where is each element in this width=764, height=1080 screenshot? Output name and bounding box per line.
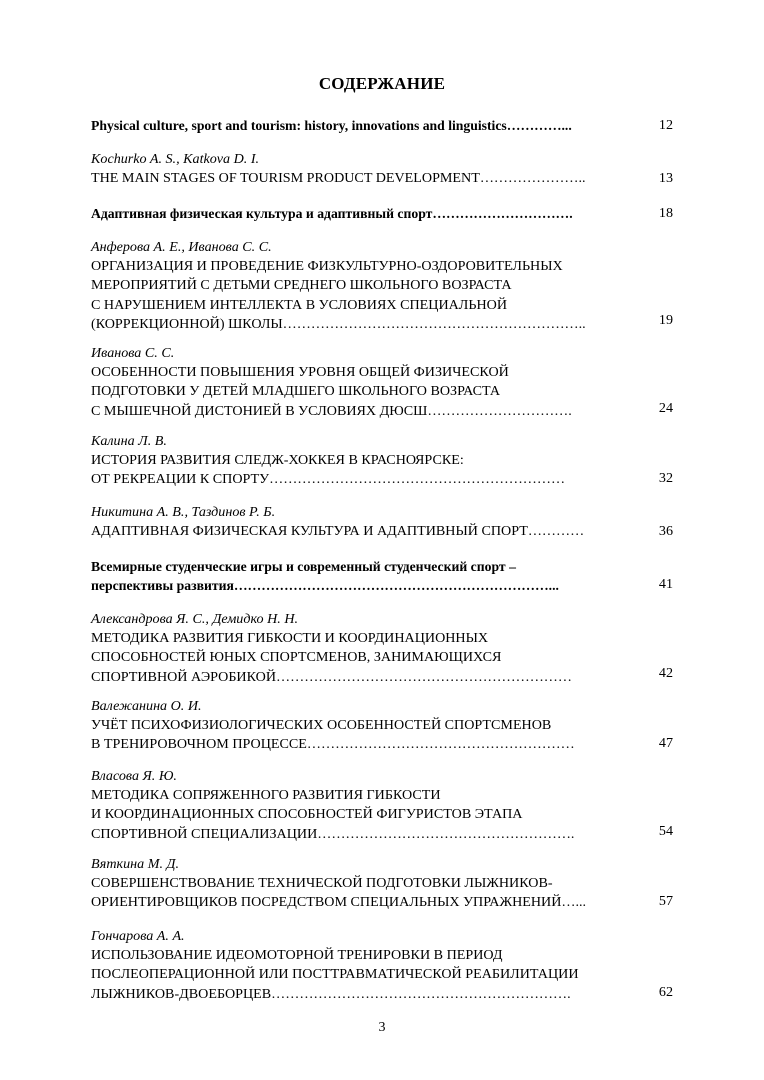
toc-line: С МЫШЕЧНОЙ ДИСТОНИЕЙ В УСЛОВИЯХ ДЮСШ…………………………. bbox=[91, 402, 572, 419]
toc-entry[interactable] bbox=[91, 503, 673, 541]
toc-author: Kochurko A. S., Katkova D. I. bbox=[91, 151, 260, 167]
toc-line: СПОРТИВНОЙ АЭРОБИКОЙ……………………………………………………… bbox=[91, 668, 572, 685]
toc-line: В ТРЕНИРОВОЧНОМ ПРОЦЕССЕ………………………………………………… bbox=[91, 736, 575, 753]
toc-line: СПОРТИВНОЙ СПЕЦИАЛИЗАЦИИ………………………………………………. bbox=[91, 825, 575, 842]
toc-author: Гончарова А. А. bbox=[91, 928, 185, 944]
toc-entry[interactable] bbox=[91, 150, 673, 188]
toc-entry[interactable] bbox=[91, 344, 673, 421]
toc-line: СПОСОБНОСТЕЙ ЮНЫХ СПОРТСМЕНОВ, ЗАНИМАЮЩИХСЯ bbox=[91, 649, 502, 666]
toc-section-heading[interactable] bbox=[91, 557, 673, 595]
toc-line: ИСТОРИЯ РАЗВИТИЯ СЛЕДЖ-ХОККЕЯ В КРАСНОЯРСКЕ: bbox=[91, 452, 464, 469]
toc-line: С НАРУШЕНИЕМ ИНТЕЛЛЕКТА В УСЛОВИЯХ СПЕЦИАЛЬНОЙ bbox=[91, 296, 507, 313]
toc-line: ЛЫЖНИКОВ-ДВОЕБОРЦЕВ………………………………………………………. bbox=[91, 985, 571, 1002]
toc-author: Анферова А. Е., Иванова С. С. bbox=[91, 239, 272, 255]
toc-entry[interactable] bbox=[91, 767, 673, 844]
toc-line: ПОДГОТОВКИ У ДЕТЕЙ МЛАДШЕГО ШКОЛЬНОГО ВОЗРАСТА bbox=[91, 383, 501, 400]
toc-page-number: 54 bbox=[658, 823, 673, 839]
toc-author: Иванова С. С. bbox=[91, 345, 175, 361]
toc-author: Вяткина М. Д. bbox=[91, 856, 179, 872]
toc-line: ОРГАНИЗАЦИЯ И ПРОВЕДЕНИЕ ФИЗКУЛЬТУРНО-ОЗДОРОВИТЕЛЬНЫХ bbox=[91, 258, 563, 275]
toc-page-number: 24 bbox=[658, 400, 673, 416]
toc-page-number: 32 bbox=[658, 470, 673, 486]
toc-entry[interactable] bbox=[91, 927, 673, 1004]
toc-section-heading[interactable] bbox=[91, 204, 673, 223]
toc-line: СОВЕРШЕНСТВОВАНИЕ ТЕХНИЧЕСКОЙ ПОДГОТОВКИ ЛЫЖНИКОВ- bbox=[91, 875, 553, 892]
toc-line: МЕТОДИКА РАЗВИТИЯ ГИБКОСТИ И КООРДИНАЦИОННЫХ bbox=[91, 630, 489, 647]
toc-line: МЕРОПРИЯТИЙ С ДЕТЬМИ СРЕДНЕГО ШКОЛЬНОГО ВОЗРАСТА bbox=[91, 277, 512, 294]
toc-line: ПОСЛЕОПЕРАЦИОННОЙ ИЛИ ПОСТТРАВМАТИЧЕСКОЙ РЕАБИЛИТАЦИИ bbox=[91, 966, 579, 983]
toc-entry[interactable] bbox=[91, 697, 673, 755]
toc-page-number: 13 bbox=[658, 170, 673, 186]
toc-line: ИСПОЛЬЗОВАНИЕ ИДЕОМОТОРНОЙ ТРЕНИРОВКИ В ПЕРИОД bbox=[91, 947, 503, 964]
toc-entry[interactable] bbox=[91, 610, 673, 687]
toc-line: Всемирные студенческие игры и современный студенческий спорт – bbox=[91, 559, 516, 574]
toc-page-number: 18 bbox=[658, 205, 673, 221]
toc-line: УЧЁТ ПСИХОФИЗИОЛОГИЧЕСКИХ ОСОБЕННОСТЕЙ СПОРТСМЕНОВ bbox=[91, 717, 552, 734]
toc-entry[interactable] bbox=[91, 855, 673, 913]
toc-page-number: 62 bbox=[658, 984, 673, 1000]
toc-page-number: 19 bbox=[658, 312, 673, 328]
toc-line: (КОРРЕКЦИОННОЙ) ШКОЛЫ……………………………………………………….. bbox=[91, 315, 586, 332]
page-footer-number: 3 bbox=[378, 1020, 386, 1035]
toc-author: Калина Л. В. bbox=[91, 433, 167, 449]
toc-page-number: 57 bbox=[658, 893, 673, 909]
toc-line: АДАПТИВНАЯ ФИЗИЧЕСКАЯ КУЛЬТУРА И АДАПТИВНЫЙ СПОРТ………… bbox=[91, 523, 585, 540]
toc-page-number: 36 bbox=[658, 523, 673, 539]
toc-line: ОРИЕНТИРОВЩИКОВ ПОСРЕДСТВОМ СПЕЦИАЛЬНЫХ УПРАЖНЕНИЙ…... bbox=[91, 894, 587, 911]
toc-line: МЕТОДИКА СОПРЯЖЕННОГО РАЗВИТИЯ ГИБКОСТИ bbox=[91, 787, 441, 804]
toc-author: Валежанина О. И. bbox=[91, 698, 202, 714]
toc-line: THE MAIN STAGES OF TOURISM PRODUCT DEVELOPMENT………………….. bbox=[91, 170, 586, 187]
toc-line: Адаптивная физическая культура и адаптивный спорт…………………………. bbox=[91, 206, 573, 221]
toc-line: ОСОБЕННОСТИ ПОВЫШЕНИЯ УРОВНЯ ОБЩЕЙ ФИЗИЧЕСКОЙ bbox=[91, 364, 509, 381]
toc-line: Physical culture, sport and tourism: history, innovations and linguistics…………... bbox=[91, 118, 572, 133]
toc-entry[interactable] bbox=[91, 432, 673, 490]
toc-page-number: 47 bbox=[658, 735, 673, 751]
toc-section-heading[interactable] bbox=[91, 116, 673, 135]
toc-page-number: 42 bbox=[658, 665, 673, 681]
toc-entry[interactable] bbox=[91, 238, 673, 334]
toc-author: Никитина А. В., Таздинов Р. Б. bbox=[91, 504, 276, 520]
toc-author: Власова Я. Ю. bbox=[91, 768, 177, 784]
toc-author: Александрова Я. С., Демидко Н. Н. bbox=[91, 611, 299, 627]
toc-line: И КООРДИНАЦИОННЫХ СПОСОБНОСТЕЙ ФИГУРИСТОВ ЭТАПА bbox=[91, 806, 523, 823]
toc-line: перспективы развития……………………………………………………………... bbox=[91, 578, 559, 594]
toc-page-number: 12 bbox=[658, 117, 673, 133]
page-title: СОДЕРЖАНИЕ bbox=[318, 74, 446, 93]
toc-line: ОТ РЕКРЕАЦИИ К СПОРТУ……………………………………………………… bbox=[91, 471, 566, 488]
toc-page-number: 41 bbox=[658, 576, 673, 592]
